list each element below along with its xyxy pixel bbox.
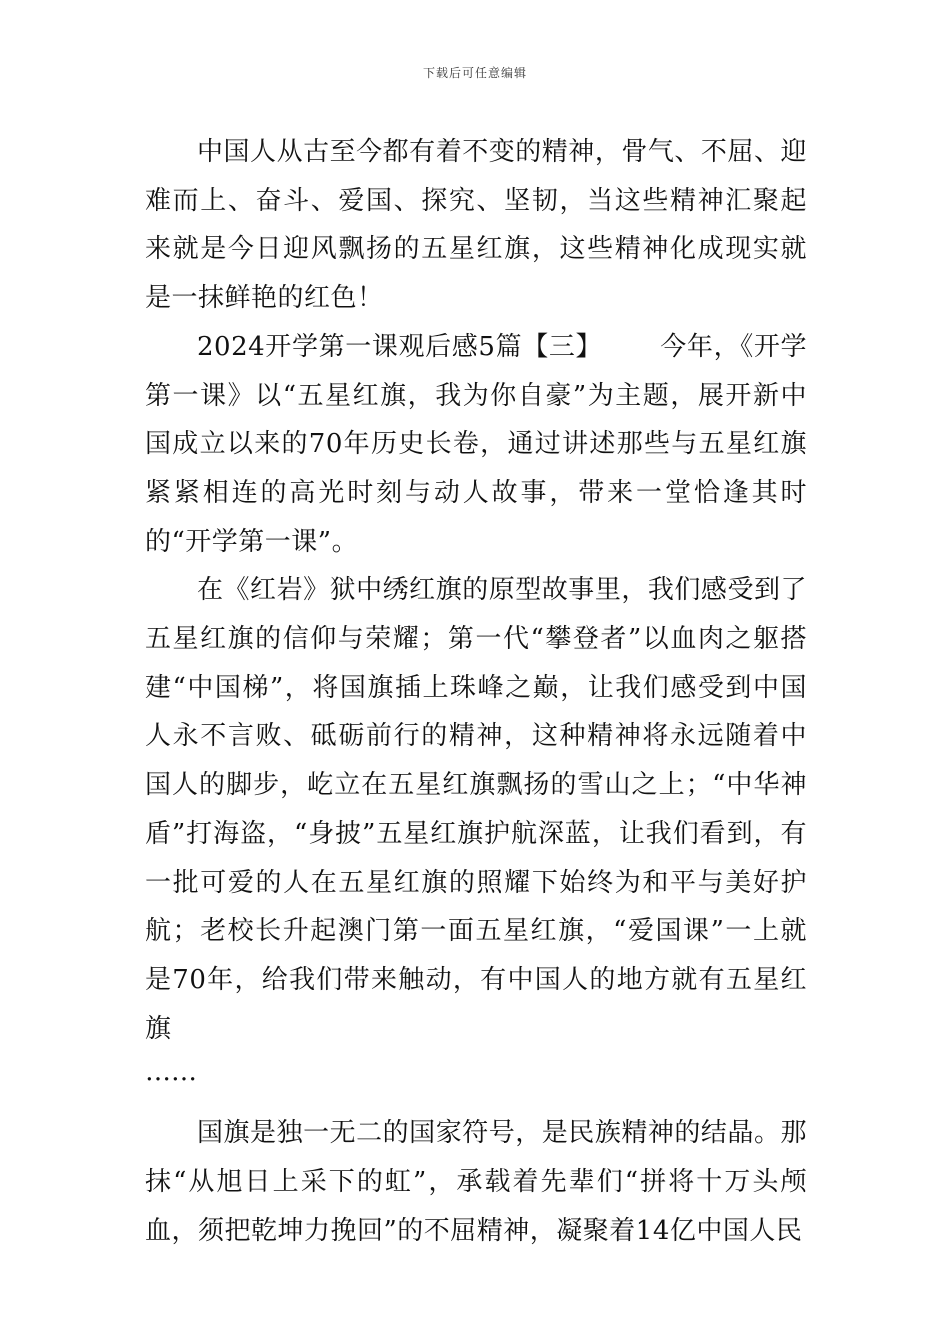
- page-header-note: 下载后可任意编辑: [422, 66, 527, 80]
- paragraph-3: 在《红岩》狱中绣红旗的原型故事里，我们感受到了五星红旗的信仰与荣耀；第一代“攀登者”以血肉之躯搭建“中国梯”，将国旗插上珠峰之巅，让我们感受到中国人永不言败、砥砺前行的精神，这种精神将永远随着中国人的脚步，屹立在五星红旗飘扬的雪山之上；“中华神盾”打海盗，“身披”五星红旗护航深蓝，让我们看到，有一批可爱的人在五星红旗的照耀下始终为和平与美好护航；老校长升起澳门第一面五星红旗，“爱国课”一上就是70年，给我们带来触动，有中国人的地方就有五星红旗: [145, 575, 807, 1044]
- paragraph-2-body: 今年，《开学第一课》以“五星红旗，我为你自豪”为主题，展开新中国成立以来的70年历史长卷，通过讲述那些与五星红旗紧紧相连的高光时刻与动人故事，带来一堂恰逢其时的“开学第一课”。: [145, 331, 807, 557]
- section-heading: 2024开学第一课观后感5篇【三】: [197, 331, 603, 362]
- paragraph-4: 国旗是独一无二的国家符号，是民族精神的结晶。那抹“从旭日上采下的虹”，承载着先辈们“拼将十万头颅血，须把乾坤力挽回”的不屈精神，凝聚着14亿中国人民: [145, 1118, 807, 1246]
- paragraph-2: [145, 323, 807, 567]
- paragraph-3-ellipsis: ……: [145, 1057, 197, 1088]
- document-body: [145, 128, 807, 1255]
- paragraph-1: 中国人从古至今都有着不变的精神，骨气、不屈、迎难而上、奋斗、爱国、探究、坚韧，当这些精神汇聚起来就是今日迎风飘扬的五星红旗，这些精神化成现实就是一抹鲜艳的红色！: [145, 137, 807, 314]
